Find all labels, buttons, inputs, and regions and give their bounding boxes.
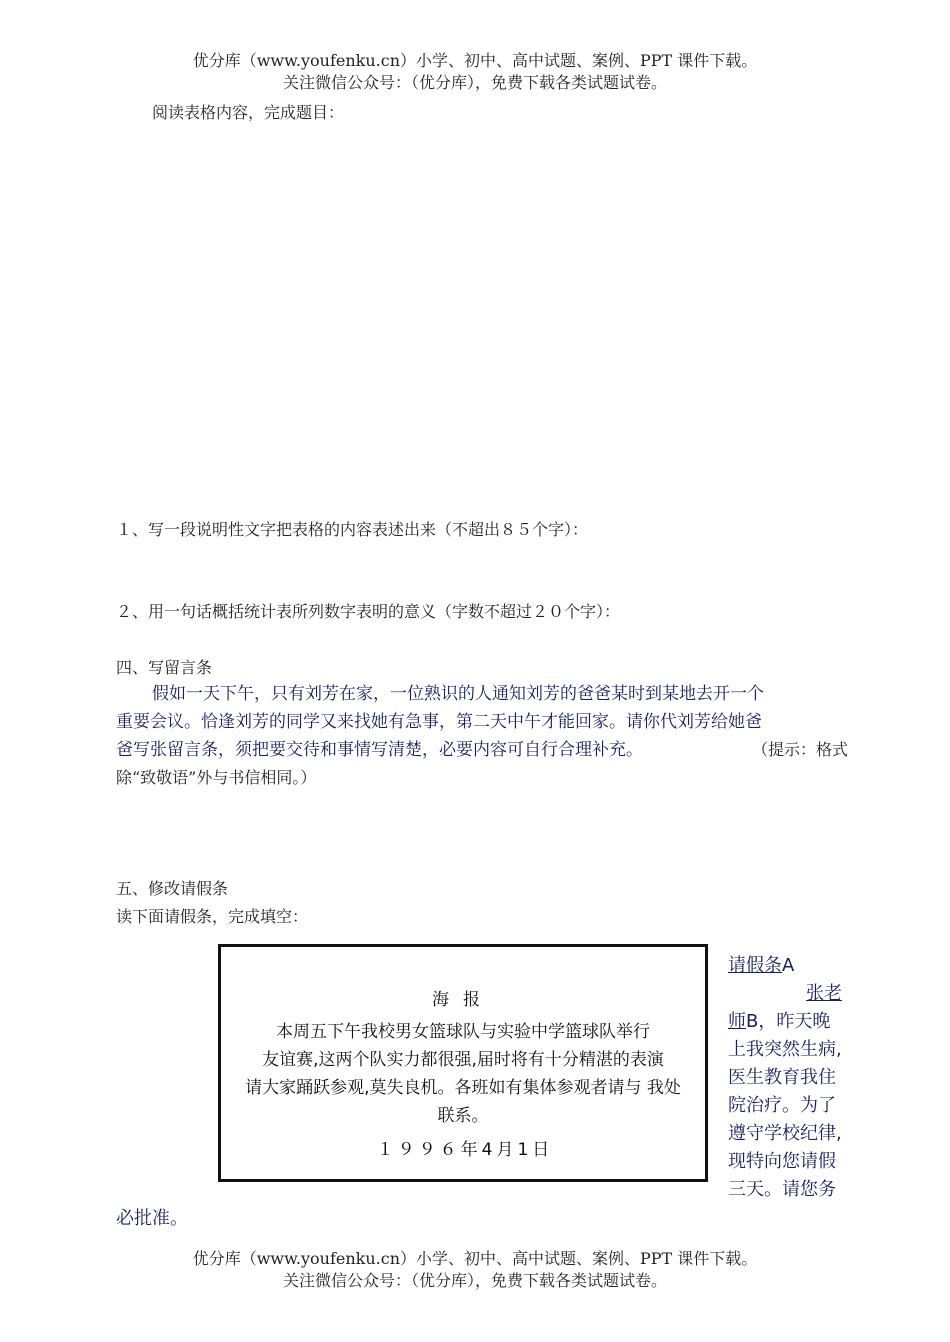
poster-title: 海报 <box>432 990 494 1010</box>
leave-line-3: 医生教育我住 <box>728 1067 836 1088</box>
para-line-2: 重要会议。恰逢刘芳的同学又来找她有急事，第二天中午才能回家。请你代刘芳给她爸 <box>116 712 762 732</box>
leave-tail: 必批准。 <box>116 1208 188 1229</box>
poster-line-4: 联系。 <box>437 1106 489 1126</box>
reading-instruction: 阅读表格内容，完成题目： <box>152 103 345 122</box>
footer-line-2: 关注微信公众号：（优分库），免费下载各类试题试卷。 <box>282 1271 667 1290</box>
question-2: ２、用一句话概括统计表所列数字表明的意义（字数不超过２０个字）： <box>116 602 621 621</box>
section-5-subtitle: 读下面请假条，完成填空： <box>116 907 309 926</box>
hint-start: （提示：格式 <box>751 740 848 759</box>
addressee-part-1: 张老 <box>806 983 842 1004</box>
leave-line-7: 三天。请您务 <box>728 1179 836 1200</box>
leave-note <box>728 952 853 1204</box>
section-4-title: 四、写留言条 <box>116 658 213 677</box>
poster-line-2: 友谊赛,这两个队实力都很强,届时将有十分精湛的表演 <box>262 1050 664 1070</box>
leave-title: 请假条 <box>728 955 782 976</box>
para-line-1: 假如一天下午，只有刘芳在家，一位熟识的人通知刘芳的爸爸某时到某地去开一个 <box>152 684 764 704</box>
hint-end: 除“致敬语”外与书信相同。） <box>116 768 317 787</box>
section-5-title: 五、修改请假条 <box>116 879 229 898</box>
leave-line-6: 现特向您请假 <box>728 1151 836 1172</box>
poster-date: １９９６年4月1日 <box>376 1140 554 1160</box>
para-line-3 <box>116 736 848 764</box>
leave-line-1: ，昨天晚 <box>758 1011 831 1032</box>
mark-a: A <box>782 955 795 976</box>
poster-line-1: 本周五下午我校男女篮球队与实验中学篮球队举行 <box>276 1022 650 1042</box>
leave-line-2: 上我突然生病, <box>728 1039 842 1060</box>
para-line-3-text: 爸写张留言条，须把要交待和事情写清楚，必要内容可自行合理补充。 <box>116 740 643 760</box>
addressee-line <box>728 1008 853 1036</box>
mark-b: B <box>746 1011 759 1032</box>
question-1: １、写一段说明性文字把表格的内容表述出来（不超出８５个字）： <box>116 520 589 539</box>
header-line-2: 关注微信公众号：（优分库），免费下载各类试题试卷。 <box>282 73 667 92</box>
poster-box <box>218 944 708 1182</box>
leave-title-line <box>728 952 853 980</box>
header-line-1: 优分库（www.youfenku.cn）小学、初中、高中试题、案例、PPT 课件下载。 <box>192 51 758 70</box>
poster-line-3: 请大家踊跃参观,莫失良机。各班如有集体参观者请与 我处 <box>245 1078 681 1098</box>
section-4-paragraph <box>116 680 848 792</box>
leave-line-5: 遵守学校纪律, <box>728 1123 842 1144</box>
footer-line-1: 优分库（www.youfenku.cn）小学、初中、高中试题、案例、PPT 课件下载。 <box>192 1249 758 1268</box>
leave-line-4: 院治疗。为了 <box>728 1095 836 1116</box>
addressee-part-2: 师 <box>728 1011 746 1032</box>
